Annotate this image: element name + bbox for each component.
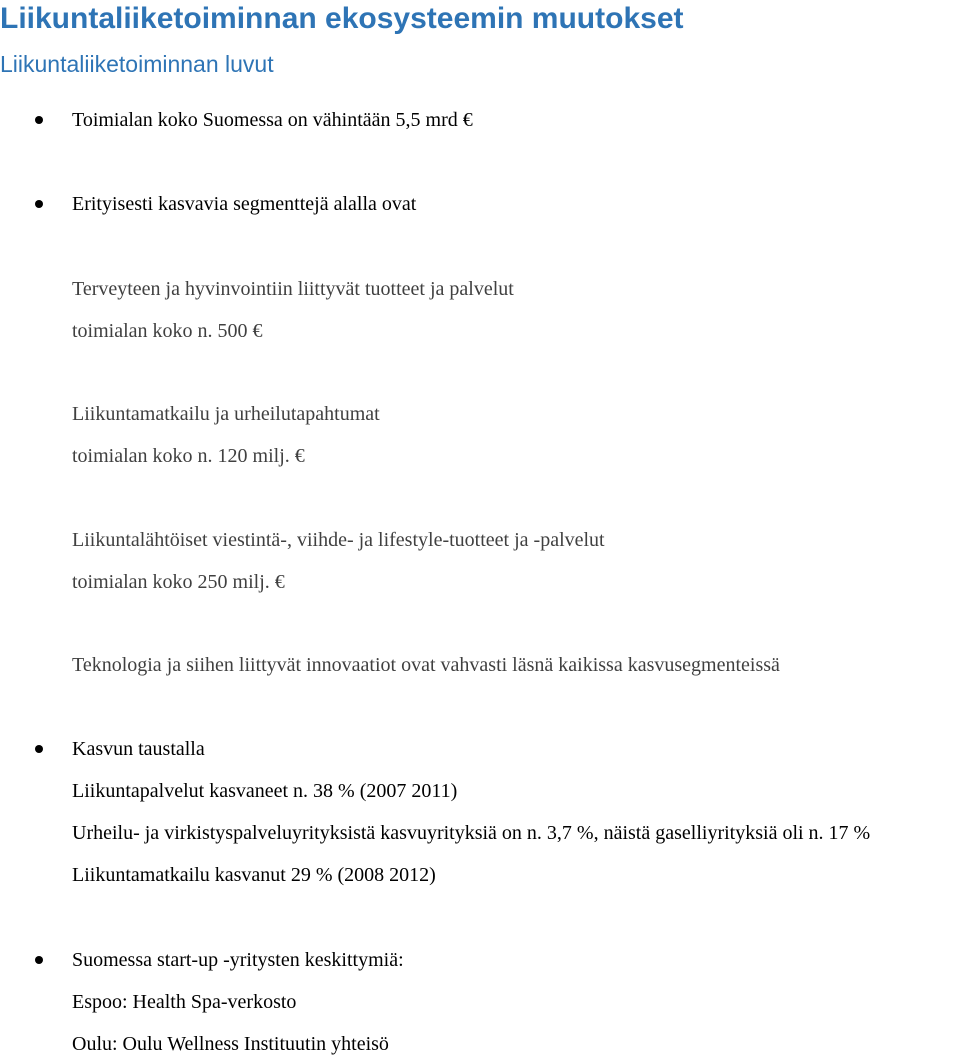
segment-lifestyle-koko: toimialan koko 250 milj. € [72, 571, 285, 593]
list-item-startup-keskittymat: Suomessa start-up -yritysten keskittymiä: [72, 949, 404, 971]
segment-terveys-koko: toimialan koko n. 500 € [72, 320, 263, 342]
fact-liikuntapalvelut: Liikuntapalvelut kasvaneet n. 38 % (2007 2011) [72, 780, 458, 802]
segment-lifestyle: Liikuntalähtöiset viestintä-, viihde- ja lifestyle-tuotteet ja -palvelut [72, 529, 605, 551]
cluster-espoo: Espoo: Health Spa-verkosto [72, 991, 297, 1013]
list-bullet-1 [35, 116, 43, 124]
segment-terveys: Terveyteen ja hyvinvointiin liittyvät tuotteet ja palvelut [72, 278, 514, 300]
cluster-oulu: Oulu: Oulu Wellness Instituutin yhteisö [72, 1033, 389, 1055]
page-subtitle: Liikuntaliiketoiminnan luvut [0, 51, 274, 77]
list-bullet-2 [35, 200, 43, 208]
segment-liikuntamatkailu-koko: toimialan koko n. 120 milj. € [72, 445, 305, 467]
page-title: Liikuntaliiketoiminnan ekosysteemin muutokset [0, 2, 684, 35]
list-bullet-4 [35, 956, 43, 964]
segment-liikuntamatkailu: Liikuntamatkailu ja urheilutapahtumat [72, 403, 380, 425]
fact-kasvuyritykset: Urheilu- ja virkistyspalveluyrityksistä kasvuyrityksiä on n. 3,7 %, näistä gaselliyrityksiä oli n. 17 % [72, 822, 871, 844]
segment-teknologia: Teknologia ja siihen liittyvät innovaatiot ovat vahvasti läsnä kaikissa kasvusegmenteissä [72, 654, 780, 676]
list-bullet-3 [35, 745, 43, 753]
list-item-kasvun-taustalla: Kasvun taustalla [72, 738, 205, 760]
fact-liikuntamatkailu: Liikuntamatkailu kasvanut 29 % (2008 2012) [72, 864, 436, 886]
list-item-kasvavat-segmentit: Erityisesti kasvavia segmenttejä alalla ovat [72, 193, 417, 215]
list-item-toimialan-koko: Toimialan koko Suomessa on vähintään 5,5 mrd € [72, 109, 473, 131]
